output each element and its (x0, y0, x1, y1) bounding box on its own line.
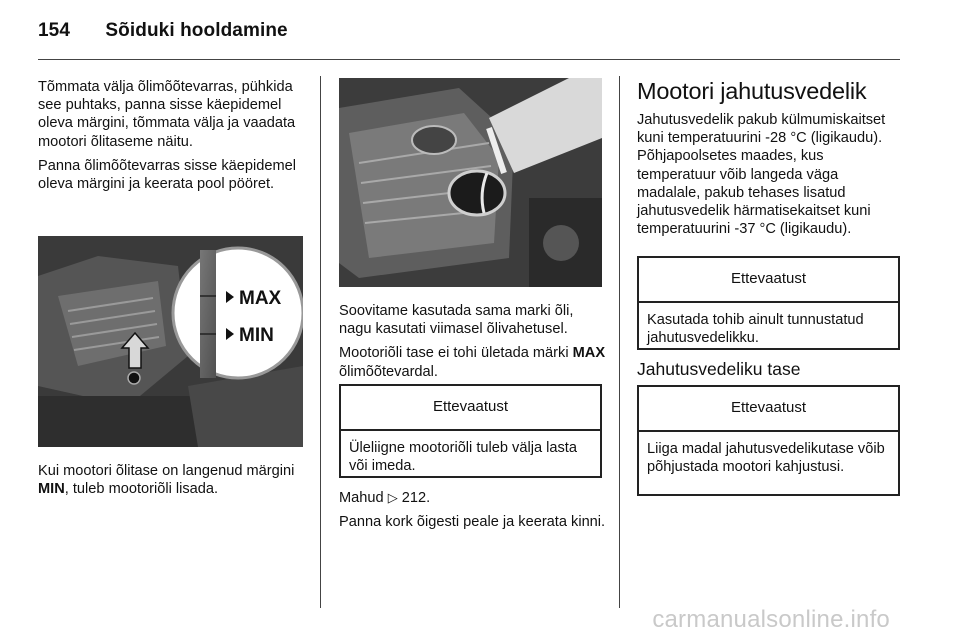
paragraph-dipstick-insert: Panna õlimõõtevarras sisse käepidemel oleva märgini ja keerata pool pööret. (38, 157, 296, 193)
paragraph-coolant: Jahutusvedelik pakub külmumiskaitset kuni temperatuurini -28 °C (ligikaudu). Põhjapoolsetes maades, kus temperatuur võib langeda väga madalale, pakub tehases lisatud jahutusvedelik härmatisekaitset kuni temperatuurini -37 °C (ligikaudu). (637, 112, 886, 238)
warning-box-oil (339, 384, 602, 478)
min-text-pre: Kui mootori õlitase on langenud märgini (38, 463, 295, 479)
oil-filling-illustration (339, 78, 602, 287)
warning-body: Liiga madal jahutusvedelikutase võib põhjustada mootori kahjustusi. (647, 441, 885, 476)
warning-box-coolant-approved (637, 256, 900, 350)
max-text-bold: MAX (572, 345, 606, 362)
column-2-text (339, 302, 607, 387)
min-text-post: , tuleb mootoriõli lisada. (64, 481, 219, 498)
dipstick-illustration (38, 236, 303, 447)
warning-title: Ettevaatust (341, 386, 600, 431)
max-text-pre: Mootoriõli tase ei tohi ületada märki (339, 345, 573, 362)
column-divider-2 (619, 76, 620, 608)
paragraph-close-cap: Panna kork õigesti peale ja keerata kinni. (339, 514, 606, 531)
warning-body: Üleliigne mootoriõli tuleb välja lasta või imeda. (349, 440, 577, 475)
header-rule (38, 59, 900, 60)
dipstick-min-label: MIN (239, 325, 274, 346)
coolant-level-subsection (637, 359, 901, 380)
page-header (38, 20, 288, 42)
subheading-coolant-level: Jahutusvedeliku tase (637, 359, 801, 379)
capacities-text: Mahud (339, 490, 388, 506)
warning-title: Ettevaatust (639, 387, 898, 432)
paragraph-max-level (339, 344, 607, 380)
column-divider-1 (320, 76, 321, 608)
paragraph-dipstick-check: Tõmmata välja õlimõõtevarras, pühkida see puhtaks, panna sisse käepidemel oleva märgini, tõmmata välja ja vaadata mootori õlitaseme näitu. (38, 79, 296, 150)
section-heading-coolant: Mootori jahutusvedelik (637, 78, 867, 104)
page-number: 154 (38, 20, 71, 41)
oil-filler-drawing (339, 78, 602, 287)
capacities-page-ref[interactable]: 212. (401, 490, 431, 506)
max-text-post: õlimõõtevardal. (339, 363, 438, 380)
page-title: Sõiduki hooldamine (105, 20, 288, 41)
paragraph-same-brand: Soovitame kasutada sama marki õli, nagu kasutati viimasel õlivahetusel. (339, 303, 574, 338)
watermark: carmanualsonline.info (652, 606, 890, 633)
column-1 (38, 78, 308, 199)
engine-dipstick-drawing (38, 236, 303, 447)
paragraph-min-level (38, 462, 308, 498)
min-text-bold: MIN (38, 481, 65, 498)
page-reference-icon: ▷ (387, 490, 398, 505)
paragraph-capacities (339, 489, 607, 507)
dipstick-max-label: MAX (239, 288, 282, 309)
warning-title: Ettevaatust (639, 258, 898, 303)
warning-body: Kasutada tohib ainult tunnustatud jahutusvedelikku. (647, 312, 864, 347)
column-2-bottom-text (339, 489, 607, 537)
column-3 (637, 78, 901, 238)
warning-box-coolant-low (637, 385, 900, 496)
